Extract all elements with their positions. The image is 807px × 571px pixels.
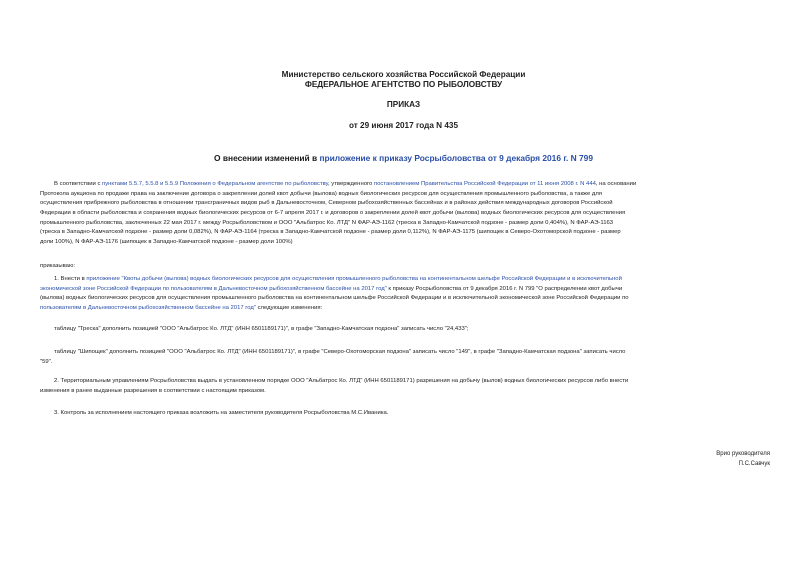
preamble-text-a: В соответствии с	[54, 181, 103, 187]
agency-heading: ФЕДЕРАЛЬНОЕ АГЕНТСТВО ПО РЫБОЛОВСТВУ	[304, 80, 503, 89]
preamble-line-1	[40, 180, 785, 190]
preamble-line-7: доли 100%), N ФАР-АЭ-1176 (шипощек в Западно-Камчатской подзоне - размер доли 100%)	[40, 239, 293, 245]
preamble-line-2: Протокола аукциона по продаже права на заключение договора о закреплении долей квот добычи (вылова) водных биологических ресурсов для осуществления промышленного рыболовства, а также для	[40, 191, 602, 197]
item2-text: 2. Территориальным управлениям Росрыболовства выдать в установленном порядке ООО "Альбатрос Ко. ЛТД" (ИНН 6501189171) разрешения на добычу (вылов) водных биологических ресурсов либо внести	[54, 378, 629, 384]
table-treska-change	[40, 325, 785, 335]
ministry-heading: Министерство сельского хозяйства Российской Федерации	[281, 70, 526, 79]
preamble-line-3: осуществления прибрежного рыболовства в отношении трансграничных видов рыб в Дальневосточном, Северном рыбохозяйственных бассейнах и в районах действия международных договоров Российской	[40, 200, 613, 206]
item3-text: 3. Контроль за исполнением настоящего приказа возложить на заместителя руководителя Росрыболовства М.С.Иваника.	[54, 410, 389, 416]
signature-name: П.С.Савчук	[738, 461, 770, 467]
preamble-line-5: промышленного рыболовства, заключенных 22 мая 2017 г. между Росрыболовством и ООО "Альбатрос Ко. ЛТД" N ФАР-АЭ-1162 (треска в Западно-Камчатской подзоне - размер доли 0,404%), N ФАР-АЭ-1163	[40, 220, 614, 226]
postanovlenie-link[interactable]: постановлением Правительства Российской Федерации от 11 июня 2008 г. N 444	[373, 181, 596, 187]
preamble-text-c: , на основании	[595, 181, 637, 187]
doc-type-heading: ПРИКАЗ	[386, 100, 421, 109]
polozhenie-link[interactable]: пунктами 5.5.7, 5.5.8 и 5.5.9 Положения о Федеральном агентстве по рыболовству	[102, 181, 328, 187]
prilozhenie-link[interactable]: приложение "Квоты добычи (вылова) водных биологических ресурсов для осуществления промышленного рыболовства на континентальном шельфе Российской Федерации и в исключительной	[86, 276, 622, 282]
item1-text-b: к приказу Росрыболовства от 9 декабря 2016 г. N 799 "О распределении квот добычи	[386, 286, 623, 292]
document-title	[0, 153, 807, 163]
item1-line-3: (вылова) водных биологических ресурсов для осуществления промышленного рыболовства на континентальном шельфе Российской Федерации и в исключительной экономической зоне Российской Федерации по	[40, 295, 629, 301]
item-3	[40, 409, 785, 419]
prilozhenie-link-end[interactable]: пользователям в Дальневосточном рыбохозяйственном бассейне на 2017 год"	[40, 305, 256, 311]
table-shiposchek-line-2: "59".	[40, 359, 53, 365]
date-number-heading: от 29 июня 2017 года N 435	[348, 121, 459, 130]
preamble-line-6: (треска в Западно-Камчатской подзоне - размер доли 0,082%), N ФАР-АЭ-1164 (треска в Западно-Камчатской подзоне - размер доли 0,112%), N ФАР-АЭ-1175 (шипощек в Северо-Охотоморской подзоне - размер	[40, 229, 621, 235]
item1-text-c: следующие изменения:	[255, 305, 323, 311]
item2-line-2: изменения в ранее выданные разрешения в соответствии с настоящим приказом.	[40, 388, 266, 394]
preamble-text-b: , утвержденного	[328, 181, 374, 187]
title-prefix: О внесении изменений в	[214, 153, 320, 163]
signature-position: Врио руководителя	[716, 451, 770, 457]
prilozhenie-link-cont[interactable]: экономической зоне Российской Федерации по пользователям в Дальневосточном рыбохозяйственном бассейне на 2017 год"	[40, 286, 387, 292]
preamble-line-4: Федерации в области рыболовства и сохранения водных биологических ресурсов от 6-7 апреля 2017 г. и договоров о закреплении долей квот добычи (вылова) водных биологических ресурсов для осуществления	[40, 210, 626, 216]
item1-text-a: 1. Внести в	[54, 276, 87, 282]
table-shiposchek-line-1	[40, 348, 785, 358]
table-shiposchek-text: таблицу "Шипощек" дополнить позицией "ООО "Альбатрос Ко. ЛТД" (ИНН 6501189171)", в графе "Северо-Охотоморская подзона" записать число "149", в графе "Западно-Камчатская подзона" записать число	[54, 349, 626, 355]
table-treska-text: таблицу "Треска" дополнить позицией "ООО "Альбатрос Ко. ЛТД" (ИНН 6501189171)", в графе "Западно-Камчатская подзона" записать число "24,433";	[54, 326, 469, 332]
item1-line-4	[40, 304, 785, 314]
order-word: приказываю:	[40, 263, 76, 269]
item2-line-1	[40, 377, 785, 387]
title-link[interactable]: приложение к приказу Росрыболовства от 9 декабря 2016 г. N 799	[319, 153, 593, 163]
item1-line-1	[40, 275, 785, 285]
